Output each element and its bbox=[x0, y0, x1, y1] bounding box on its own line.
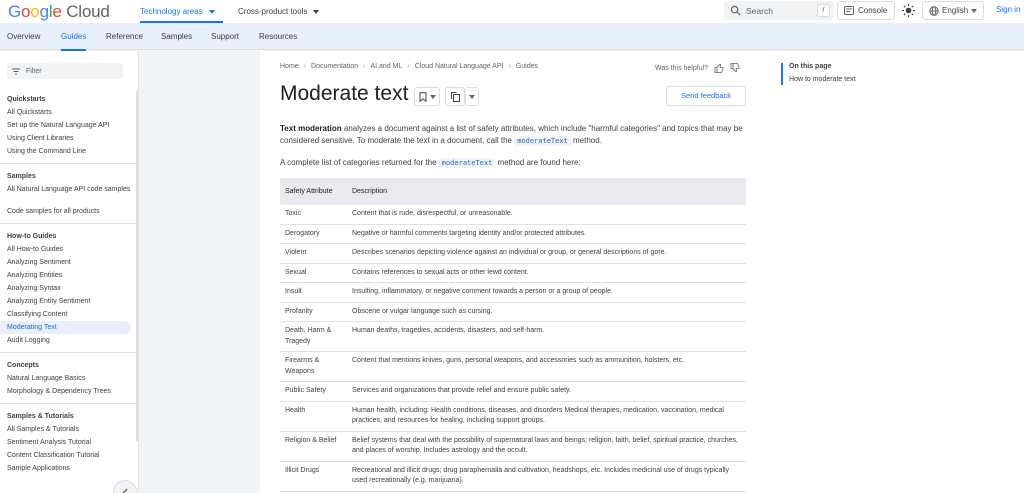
filter-input[interactable]: Filter bbox=[7, 63, 123, 79]
chevron-down-icon bbox=[971, 9, 977, 13]
description-cell: Services and organizations that provide relief and ensure public safety. bbox=[347, 382, 746, 402]
categories-intro: A complete list of categories returned for the moderateText method are found here: bbox=[280, 158, 581, 167]
description-cell: Obscene or vulgar language such as cursing. bbox=[347, 302, 746, 322]
attribute-cell: Firearms & Weapons bbox=[280, 352, 347, 382]
send-feedback-button[interactable]: Send feedback bbox=[666, 86, 746, 106]
console-icon bbox=[844, 6, 854, 15]
helpful-prompt: Was this helpful? bbox=[655, 63, 740, 73]
breadcrumb bbox=[280, 63, 538, 70]
sidebar-item-sample-apps[interactable]: Sample Applications bbox=[7, 465, 71, 472]
attribute-cell: Violent bbox=[280, 244, 347, 264]
search-input[interactable] bbox=[724, 1, 834, 20]
sidebar-divider bbox=[0, 223, 137, 224]
sidebar-item-audit-logging[interactable]: Audit Logging bbox=[7, 337, 50, 344]
description-cell: Human health, including: Health conditions, diseases, and disorders Medical therapies, medication, vaccination, medical practices, and resources for healing, including support groups. bbox=[347, 401, 746, 431]
sidebar-heading-quickstarts: Quickstarts bbox=[7, 96, 46, 103]
copy-options-button[interactable] bbox=[465, 87, 479, 106]
on-this-page-toc bbox=[767, 51, 1024, 493]
search-icon bbox=[730, 5, 741, 16]
tab-samples[interactable]: Samples bbox=[161, 32, 193, 41]
console-button[interactable]: Console bbox=[837, 1, 895, 20]
sidebar-item-all-quickstarts[interactable]: All Quickstarts bbox=[7, 109, 52, 116]
inline-code: moderateText bbox=[514, 136, 571, 146]
description-cell: Content that mentions knives, guns, personal weapons, and accessories such as ammunition, holsters, etc. bbox=[347, 352, 746, 382]
breadcrumb-separator: › bbox=[303, 63, 307, 70]
attribute-cell: Death, Harm & Tragedy bbox=[280, 322, 347, 352]
sidebar-item-all-samples-tutorials[interactable]: All Samples & Tutorials bbox=[7, 426, 79, 433]
bookmark-button[interactable] bbox=[414, 87, 440, 106]
sidebar-scrollbar[interactable] bbox=[136, 91, 139, 441]
sidebar-item-morphology[interactable]: Morphology & Dependency Trees bbox=[7, 388, 111, 395]
main-article bbox=[260, 51, 767, 493]
thumb-up-icon[interactable] bbox=[714, 63, 724, 73]
description-cell: Belief systems that deal with the possibility of supernatural laws and beings; religion, faith, belief, spiritual practice, churches, and places of worship. Includes astrology and the occult. bbox=[347, 431, 746, 461]
attribute-cell: Illicit Drugs bbox=[280, 461, 347, 491]
table-row bbox=[280, 263, 746, 283]
table-row bbox=[280, 302, 746, 322]
sidebar-item-sentiment-tutorial[interactable]: Sentiment Analysis Tutorial bbox=[7, 439, 92, 446]
sidebar-item-command-line[interactable]: Using the Command Line bbox=[7, 148, 86, 155]
sign-in-link[interactable]: Sign in bbox=[996, 5, 1021, 14]
bookmark-icon bbox=[419, 92, 427, 102]
table-row bbox=[280, 382, 746, 402]
description-cell: Insulting, inflammatory, or negative comment towards a person or a group of people. bbox=[347, 283, 746, 303]
left-sidebar bbox=[0, 51, 139, 493]
nav-technology-areas[interactable]: Technology areas bbox=[140, 0, 215, 23]
filter-icon bbox=[12, 68, 20, 75]
breadcrumb-documentation[interactable]: Documentation bbox=[311, 63, 359, 70]
chevron-down-icon bbox=[209, 10, 215, 14]
sidebar-item-all-how-to[interactable]: All How-to Guides bbox=[7, 246, 64, 253]
copy-icon bbox=[451, 92, 460, 102]
sidebar-heading-samples: Samples bbox=[7, 173, 36, 180]
description-cell: Describes scenarios depicting violence against an individual or group, or general descriptions of gore. bbox=[347, 244, 746, 264]
table-row bbox=[280, 244, 746, 264]
sidebar-divider bbox=[0, 163, 137, 164]
search-placeholder: Search bbox=[746, 5, 773, 16]
sidebar-item-classification-tutorial[interactable]: Content Classification Tutorial bbox=[7, 452, 100, 459]
intro-paragraph: Text moderation analyzes a document against a list of safety attributes, which include "harmful categories" and topics that may be considered sensitive. To moderate the text in a document, call the moderateText method. bbox=[280, 124, 743, 145]
sidebar-item-entities[interactable]: Analyzing Entities bbox=[7, 272, 63, 279]
top-header bbox=[0, 0, 1024, 23]
attribute-cell: Health bbox=[280, 401, 347, 431]
language-select[interactable]: English bbox=[922, 1, 984, 20]
table-row bbox=[280, 322, 746, 352]
sidebar-item-moderating-text[interactable]: Moderating Text bbox=[0, 321, 131, 334]
attribute-cell: Derogatory bbox=[280, 224, 347, 244]
table-row bbox=[280, 461, 746, 491]
safety-attributes-table bbox=[280, 178, 746, 492]
sidebar-heading-how-to: How-to Guides bbox=[7, 233, 57, 240]
search-shortcut-key: / bbox=[817, 4, 830, 17]
attribute-cell: Public Safety bbox=[280, 382, 347, 402]
description-cell: Content that is rude, disrespectful, or unreasonable. bbox=[347, 205, 746, 224]
sidebar-item-syntax[interactable]: Analyzing Syntax bbox=[7, 285, 61, 292]
sidebar-item-nl-basics[interactable]: Natural Language Basics bbox=[7, 375, 86, 382]
toc-item-how-to-moderate[interactable]: How to moderate text bbox=[789, 76, 856, 83]
breadcrumb-nl-api[interactable]: Cloud Natural Language API bbox=[414, 63, 504, 70]
sidebar-item-client-libraries[interactable]: Using Client Libraries bbox=[7, 135, 74, 142]
inline-code: moderateText bbox=[439, 158, 496, 168]
tab-resources[interactable]: Resources bbox=[259, 32, 298, 41]
globe-icon bbox=[929, 6, 939, 16]
tab-reference[interactable]: Reference bbox=[106, 32, 143, 41]
chevron-left-icon bbox=[114, 481, 138, 493]
chevron-down-icon bbox=[430, 95, 436, 99]
table-row bbox=[280, 431, 746, 461]
table-row bbox=[280, 283, 746, 303]
sidebar-item-sentiment[interactable]: Analyzing Sentiment bbox=[7, 259, 71, 266]
attribute-cell: Toxic bbox=[280, 205, 347, 224]
breadcrumb-separator: › bbox=[508, 63, 511, 70]
attribute-cell: Insult bbox=[280, 283, 347, 303]
thumb-down-icon[interactable] bbox=[730, 63, 740, 73]
description-cell: Human deaths, tragedies, accidents, disasters, and self-harm. bbox=[347, 322, 746, 352]
column-header-attribute: Safety Attribute bbox=[280, 178, 347, 205]
theme-icon[interactable] bbox=[901, 3, 916, 18]
breadcrumb-separator: › bbox=[407, 63, 410, 70]
copy-button[interactable] bbox=[445, 87, 465, 106]
chevron-down-icon bbox=[313, 10, 319, 14]
google-cloud-logo[interactable]: Google Cloud bbox=[8, 2, 110, 21]
page-title: Moderate text bbox=[280, 82, 409, 105]
description-cell: Contains references to sexual acts or other lewd content. bbox=[347, 263, 746, 283]
tab-overview[interactable]: Overview bbox=[7, 32, 41, 41]
description-cell: Recreational and illicit drugs; drug paraphernalia and cultivation, headshops, etc. Includes medicinal use of drugs typically used recreationally (e.g. marijuana). bbox=[347, 461, 746, 491]
table-row bbox=[280, 401, 746, 431]
table-header-row bbox=[280, 178, 746, 205]
table-row bbox=[280, 205, 746, 224]
product-tabs bbox=[0, 23, 1024, 50]
breadcrumb-separator: › bbox=[363, 63, 366, 70]
sidebar-nav bbox=[0, 93, 137, 475]
attribute-cell: Profanity bbox=[280, 302, 347, 322]
breadcrumb-home[interactable]: Home bbox=[280, 63, 299, 70]
chevron-down-icon bbox=[469, 95, 475, 99]
sidebar-heading-concepts: Concepts bbox=[7, 362, 39, 369]
sidebar-item-code-samples[interactable]: All Natural Language API code samples bbox=[7, 186, 131, 193]
sidebar-item-classifying[interactable]: Classifying Content bbox=[7, 311, 68, 318]
sidebar-item-all-product-samples[interactable]: Code samples for all products bbox=[7, 208, 100, 215]
sidebar-divider bbox=[0, 403, 137, 404]
attribute-cell: Sexual bbox=[280, 263, 347, 283]
description-cell: Negative or harmful comments targeting identity and/or protected attributes. bbox=[347, 224, 746, 244]
attribute-cell: Religion & Belief bbox=[280, 431, 347, 461]
table-row bbox=[280, 352, 746, 382]
sidebar-item-entity-sentiment[interactable]: Analyzing Entity Sentiment bbox=[7, 298, 91, 305]
column-header-description: Description bbox=[347, 178, 746, 205]
sidebar-item-setup[interactable]: Set up the Natural Language API bbox=[7, 122, 110, 129]
tab-support[interactable]: Support bbox=[211, 32, 240, 41]
tab-guides[interactable]: Guides bbox=[61, 23, 86, 50]
table-row bbox=[280, 224, 746, 244]
toc-heading: On this page bbox=[789, 63, 832, 70]
breadcrumb-guides[interactable]: Guides bbox=[515, 63, 538, 70]
collapse-sidebar-button[interactable] bbox=[113, 480, 137, 493]
nav-cross-product-tools[interactable]: Cross-product tools bbox=[238, 0, 319, 23]
breadcrumb-ai-ml[interactable]: AI and ML bbox=[370, 63, 403, 70]
toc-indicator bbox=[781, 63, 783, 85]
sidebar-heading-samples-tutorials: Samples & Tutorials bbox=[7, 413, 74, 420]
sidebar-divider bbox=[0, 352, 137, 353]
